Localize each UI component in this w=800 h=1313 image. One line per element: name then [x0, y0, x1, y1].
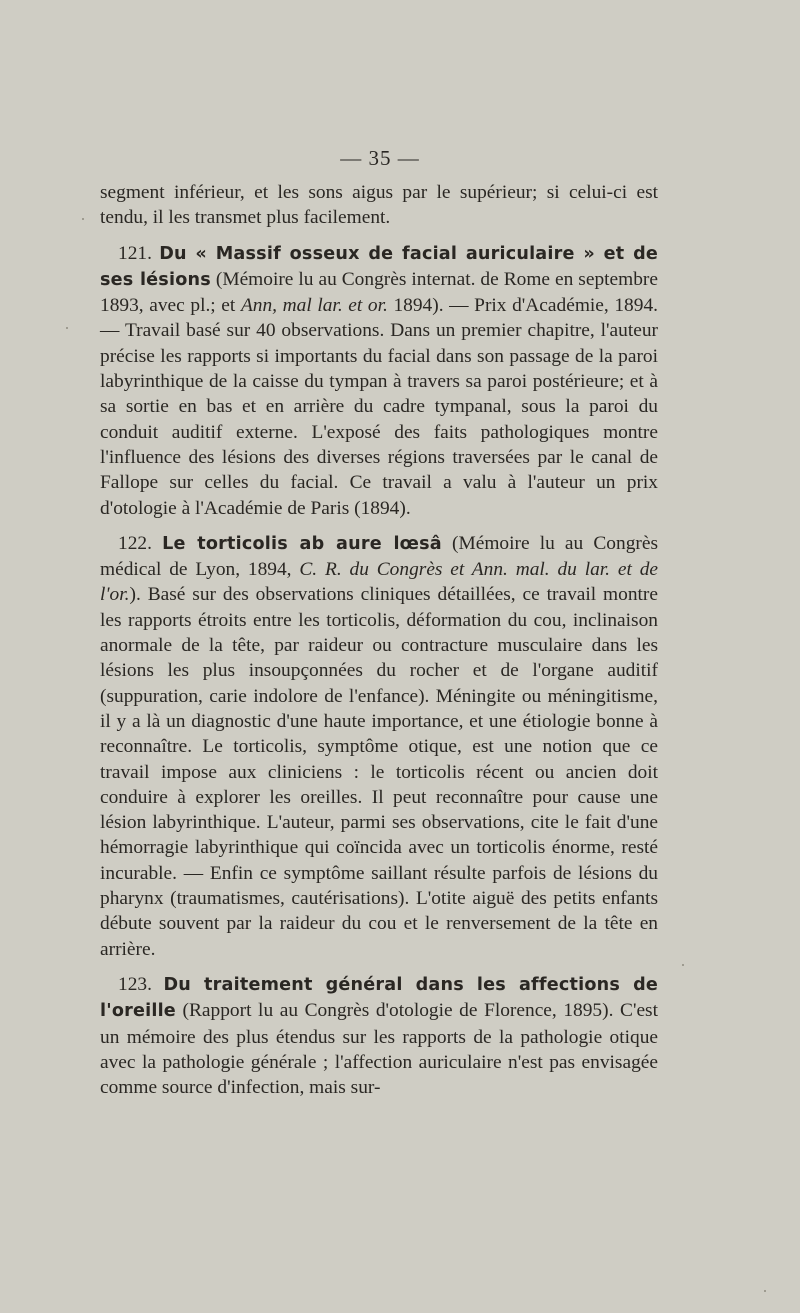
entry-source-italic: Ann, mal lar. et or. [240, 295, 388, 317]
entry-source: (Rapport lu au Congrès d'otologie de Florence, 1895). C'est un mémoire des plus étendus sur les rapports de la pathologie otique avec la pathologie générale ; l'affection auriculaire n'est pas envisagée comme source d'infection, mais sur- [100, 1000, 658, 1099]
entry-123 [100, 972, 658, 1100]
entry-source: (Mémoire lu au Congrès médical de Lyon, 1894, [100, 532, 659, 581]
paper-speck [82, 218, 84, 220]
paper-speck [66, 327, 68, 329]
page-text [100, 180, 658, 1100]
entry-title: Du « Massif osseux de facial auriculaire » et de ses lésions [100, 243, 658, 290]
paper-speck [682, 964, 684, 966]
entry-body: ). Basé sur des observations cliniques détaillées, ce travail montre les rapports étroits entre les torticolis, déformation du cou, inclinaison anormale de la tête, par raideur ou contracture musculaire dans les lésions les plus insoupçonnées du rocher et de l'organe auditif (suppuration, carie indolore de l'enfance). Méningite ou méningitisme, il y a là un diagnostic d'une haute importance, et une étiologie bonne à reconnaître. Le torticolis, symptôme otique, est une notion que ce travail impose aux cliniciens : le torticolis récent ou ancien doit conduire à explorer les oreilles. Il peut reconnaître pour cause une lésion labyrinthique. L'auteur, parmi ses observations, cite le fait d'une hémorragie labyrinthique qui coïncida avec un torticolis énorme, resté incurable. — Enfin ce symptôme saillant résulte parfois de lésions du pharynx (traumatismes, cautérisations). L'otite aiguë des petits enfants débute souvent par la raideur du cou et le renversement de la tête en arrière. [100, 584, 658, 960]
entry-source-italic: C. R. du Congrès et Ann. mal. du lar. et de l'or. [100, 559, 659, 606]
entry-title: Le torticolis ab aure lœsâ [162, 533, 442, 554]
entry-121 [100, 241, 658, 521]
continuation-paragraph: segment inférieur, et les sons aigus par le supérieur; si celui-ci est tendu, il les transmet plus facilement. [100, 182, 658, 229]
entry-number: 121. [118, 242, 152, 264]
entry-122 [100, 531, 658, 962]
entry-source: (Mémoire lu au Congrès internat. de Rome en septembre 1893, avec pl.; et [100, 268, 658, 317]
entry-number: 122. [118, 532, 152, 554]
page-number: — 35 — [340, 146, 420, 170]
entry-number: 123. [118, 973, 152, 995]
paper-speck [764, 1290, 766, 1292]
entry-title: Du traitement général dans les affections de l'oreille [100, 974, 658, 1022]
entry-body: 1894). — Prix d'Académie, 1894. — Travail basé sur 40 observations. Dans un premier chapitre, l'auteur précise les rapports si importants du facial dans son passage de la paroi labyrinthique de la caisse du tympan à travers sa paroi postérieure; et à sa sortie en bas et en arrière du cadre tympanal, sous la paroi du conduit auditif externe. L'exposé des faits pathologiques montre l'influence des lésions des diverses régions traversées par le canal de Fallope sur celles du facial. Ce travail a valu à l'auteur un prix d'otologie à l'Académie de Paris (1894). [100, 295, 658, 519]
